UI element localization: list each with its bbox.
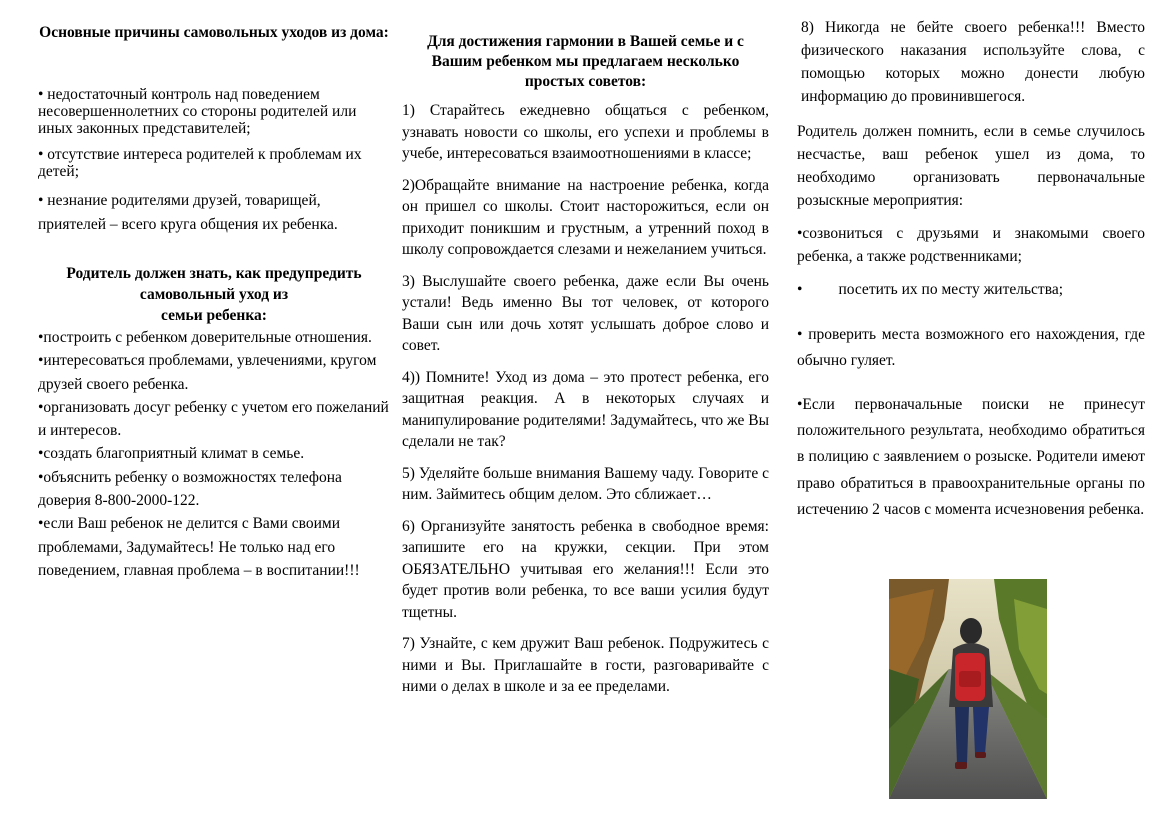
parent-remember-text: Родитель должен помнить, если в семье случилось несчастье, ваш ребенок ушел из дома, то необходимо организовать первоначальные розыскные мероприятия: xyxy=(797,123,1145,209)
prevention-tips-list xyxy=(38,326,390,582)
advice-item: 3) Выслушайте своего ребенка, даже если Вы очень устали! Ведь именно Вы тот человек, от которого Ваши сын или дочь хотят услышать доброе слово и совет. xyxy=(402,272,769,354)
heading-prevention xyxy=(38,263,390,326)
search-actions-list xyxy=(797,222,1145,374)
reasons-list xyxy=(38,86,390,237)
heading-advice: Для достижения гармонии в Вашей семье и с Вашим ребенком мы предлагаем несколько простых советов: xyxy=(427,33,744,90)
advice-item: 1) Старайтесь ежедневно общаться с ребенком, узнавать новости со школы, его успехи и проблемы в учебе, интересоваться взаимоотношениями в классе; xyxy=(402,102,769,162)
advice-item: 2)Обращайте внимание на настроение ребенка, когда он пришел со школы. Стоит насторожиться, если он приходит поникшим и грустным, а утренний поход в школу сопровождается слезами и нежеланием учиться. xyxy=(402,176,769,258)
heading-prevention-line1: Родитель должен знать, как предупредить самовольный уход из xyxy=(66,265,362,303)
action-item: • проверить места возможного его нахождения, где обычно гуляет. xyxy=(797,326,1145,369)
column-advice xyxy=(402,0,769,708)
advice-list xyxy=(402,100,769,698)
heading-prevention-line2: семьи ребенка: xyxy=(161,307,267,324)
column-search xyxy=(797,0,1145,523)
advice-item: 4)) Помните! Уход из дома – это протест ребенка, его защитная реакция. А в некоторых случаях и манипулирование родителями! Задумайтесь, что же Вы сделали не так? xyxy=(402,368,769,450)
heading-reasons: Основные причины самовольных уходов из дома: xyxy=(39,24,389,41)
reason-item: • незнание родителями друзей, товарищей, приятелей – всего круга общения их ребенка. xyxy=(38,192,338,233)
tip-item: •если Ваш ребенок не делится с Вами своими проблемами, Задумайтесь! Не только над его поведением, главная проблема – в воспитании!!! xyxy=(38,515,360,579)
tip-item: •интересоваться проблемами, увлечениями, кругом друзей своего ребенка. xyxy=(38,352,377,393)
action-item xyxy=(797,278,1145,301)
tip-item: •построить с ребенком доверительные отношения. xyxy=(38,329,372,346)
tip-item: •объяснить ребенку о возможностях телефона доверия 8-800-2000-122. xyxy=(38,468,342,510)
tip-item: •организовать досуг ребенку с учетом его пожеланий и интересов. xyxy=(38,398,389,440)
action-item: •созвониться с друзьями и знакомыми своего ребенка, а также родственниками; xyxy=(797,225,1145,265)
advice-item: 6) Организуйте занятость ребенка в свободное время: запишите его на кружки, секции. При этом ОБЯЗАТЕЛЬНО учитывая его желания!!! Если это будет против воли ребенка, то все ваши усилия будут тщетны. xyxy=(402,517,769,621)
advice-item-8: 8) Никогда не бейте своего ребенка!!! Вместо физического наказания используйте слова, с помощью которых можно донести любую информацию до провинившегося. xyxy=(801,19,1145,105)
police-notice: •Если первоначальные поиски не принесут положительного результата, необходимо обратиться в полицию с заявлением о розыске. Родители имеют право обратиться в правоохранительные органы по истечению 2 часов с момента исчезновения ребенка. xyxy=(797,396,1145,518)
advice-item: 5) Уделяйте больше внимания Вашему чаду. Говорите с ним. Займитесь общим делом. Это сближает… xyxy=(402,464,769,503)
tip-item: •создать благоприятный климат в семье. xyxy=(38,445,305,463)
bullet: • xyxy=(797,281,803,298)
column-reasons xyxy=(38,0,390,582)
advice-item: 7) Узнайте, с кем дружит Ваш ребенок. Подружитесь с ними и Вы. Приглашайте в гости, разговаривайте с ними о делах в школе и за ее пределами. xyxy=(402,635,769,695)
reason-item: • недостаточный контроль над поведением несовершеннолетних со стороны родителей или иных законных представителей; xyxy=(38,86,357,137)
child-walking-away-photo xyxy=(889,579,1047,799)
reason-item: • отсутствие интереса родителей к проблемам их детей; xyxy=(38,146,362,180)
action-text: посетить их по месту жительства; xyxy=(838,281,1064,298)
